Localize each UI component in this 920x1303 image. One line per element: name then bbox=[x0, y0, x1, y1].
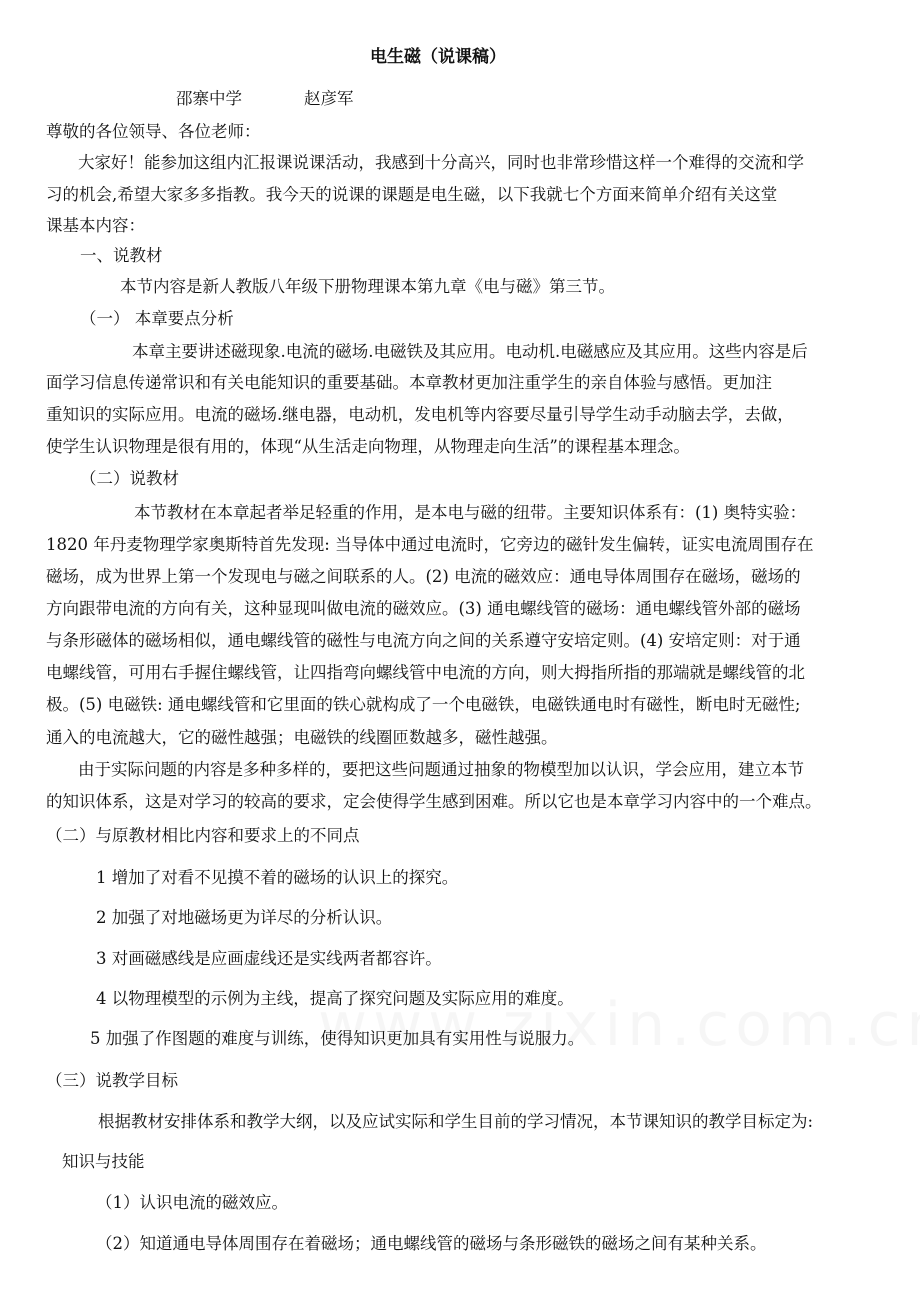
intro-line: 大家好！能参加这组内汇报课说课活动，我感到十分高兴，同时也非常珍惜这样一个难得的交流和学 bbox=[78, 153, 804, 172]
list-item: 3 对画磁感线是应画虚线还是实线两者都容许。 bbox=[96, 949, 442, 968]
paragraph-line: 由于实际问题的内容是多种多样的，要把这些问题通过抽象的物模型加以认识，学会应用，建立本节 bbox=[78, 760, 804, 779]
paragraph-line: 本章主要讲述磁现象.电流的磁场.电磁铁及其应用。电动机.电磁感应及其应用。这些内容是后 bbox=[132, 342, 808, 361]
document-title: 电生磁（说课稿） bbox=[370, 47, 506, 67]
greeting: 尊敬的各位领导、各位老师： bbox=[46, 122, 261, 141]
paragraph-line: 使学生认识物理是很有用的，体现“从生活走向物理，从物理走向生活”的课程基本理念。 bbox=[46, 437, 690, 456]
paragraph-line: 通入的电流越大，它的磁性越强；电磁铁的线圈匝数越多，磁性越强。 bbox=[46, 728, 558, 747]
paragraph-line: 1820 年丹麦物理学家奥斯特首先发现: 当导体中通过电流时，它旁边的磁针发生偏转，证实电流周围存在 bbox=[46, 535, 814, 554]
paragraph-line: 极。(5) 电磁铁: 通电螺线管和它里面的铁心就构成了一个电磁铁，电磁铁通电时有磁性，断电时无磁性; bbox=[46, 695, 801, 714]
subsection-heading: （二）说教材 bbox=[80, 469, 179, 488]
paragraph-line: 的知识体系，这是对学习的较高的要求，定会使得学生感到困难。所以它也是本章学习内容中的一个难点。 bbox=[46, 792, 822, 811]
section-heading: 一、说教材 bbox=[80, 246, 163, 265]
list-item: 5 加强了作图题的难度与训练，使得知识更加具有实用性与说服力。 bbox=[90, 1029, 585, 1048]
list-item: 4 以物理模型的示例为主线，提高了探究问题及实际应用的难度。 bbox=[96, 989, 574, 1008]
list-item: 2 加强了对地磁场更为详尽的分析认识。 bbox=[96, 908, 393, 927]
paragraph-line: 本节教材在本章起者举足轻重的作用，是本电与磁的纽带。主要知识体系有：(1) 奥特实验： bbox=[134, 503, 807, 522]
school-name: 邵寨中学 bbox=[176, 89, 242, 108]
paragraph-line: 磁场，成为世界上第一个发现电与磁之间联系的人。(2) 电流的磁效应：通电导体周围存在磁场，磁场的 bbox=[46, 567, 801, 586]
paragraph-line: 方向跟带电流的方向有关，这种显现叫做电流的磁效应。(3) 通电螺线管的磁场：通电螺线管外部的磁场 bbox=[46, 599, 801, 618]
author-name: 赵彦军 bbox=[304, 89, 354, 108]
subsection-heading: 知识与技能 bbox=[62, 1152, 145, 1171]
paragraph-line: 与条形磁体的磁场相似，通电螺线管的磁性与电流方向之间的关系遵守安培定则。(4) 安培定则：对于通 bbox=[46, 631, 801, 650]
intro-line: 课基本内容： bbox=[46, 216, 145, 235]
subsection-heading: （二）与原教材相比内容和要求上的不同点 bbox=[46, 826, 360, 845]
paragraph-line: 电螺线管，可用右手握住螺线管，让四指弯向螺线管中电流的方向，则大拇指所指的那端就是螺线管的北 bbox=[46, 663, 805, 682]
paragraph-line: 面学习信息传递常识和有关电能知识的重要基础。本章教材更加注重学生的亲自体验与感悟。更加注 bbox=[46, 373, 772, 392]
paragraph-line: 根据教材安排体系和教学大纲，以及应试实际和学生目前的学习情况，本节课知识的教学目标定为: bbox=[98, 1112, 814, 1131]
list-item: 1 增加了对看不见摸不着的磁场的认识上的探究。 bbox=[96, 868, 459, 887]
list-item: （2）知道通电导体周围存在着磁场；通电螺线管的磁场与条形磁铁的磁场之间有某种关系。 bbox=[96, 1234, 767, 1253]
list-item: （1）认识电流的磁效应。 bbox=[96, 1193, 288, 1212]
subsection-heading: （三）说教学目标 bbox=[46, 1071, 178, 1090]
intro-line: 习的机会,希望大家多多指教。我今天的说课的课题是电生磁，以下我就七个方面来简单介绍有关这堂 bbox=[46, 185, 778, 204]
subsection-heading: （一） 本章要点分析 bbox=[80, 309, 234, 328]
section-text: 本节内容是新人教版八年级下册物理课本第九章《电与磁》第三节。 bbox=[120, 277, 615, 296]
paragraph-line: 重知识的实际应用。电流的磁场.继电器，电动机，发电机等内容要尽量引导学生动手动脑去学，去做， bbox=[46, 405, 794, 424]
